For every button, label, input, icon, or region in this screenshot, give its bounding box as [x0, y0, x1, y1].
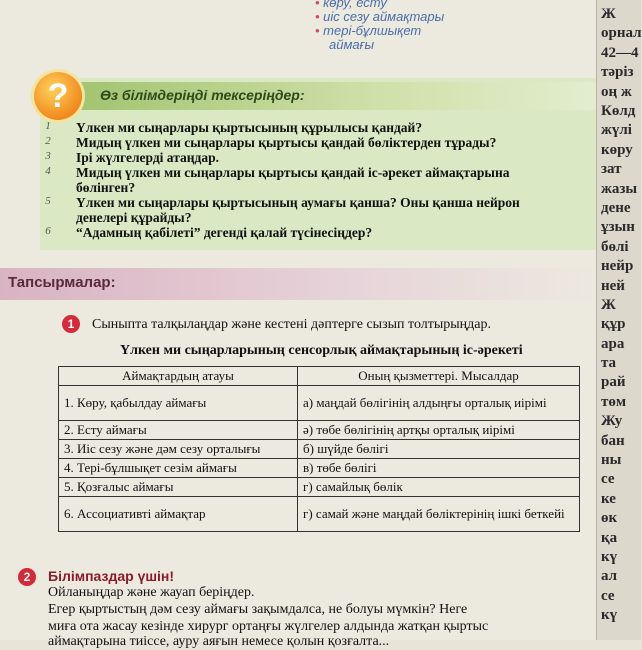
function-cell: г) самай және маңдай бөліктерінің ішкі беткейі — [298, 497, 580, 532]
question-number: 6 — [45, 225, 51, 237]
table-row — [59, 459, 580, 478]
area-name-cell: 1. Көру, қабылдау аймағы — [59, 386, 298, 421]
facing-page-text-fragment: рай — [601, 374, 626, 391]
question-row — [40, 120, 620, 135]
function-cell: г) самайлық бөлік — [298, 478, 580, 497]
facing-page-text-fragment: нейр — [601, 258, 634, 275]
facing-page-text-fragment: көру — [601, 141, 633, 158]
question-row — [40, 195, 620, 210]
task-number-badge: 1 — [62, 315, 80, 333]
area-name-cell: 6. Ассоциативті аймақтар — [59, 497, 298, 532]
area-name-cell: 4. Тері-бұлшықет сезім аймағы — [59, 459, 298, 478]
facing-page-edge — [596, 0, 641, 640]
question-text: бөлінген? — [76, 180, 136, 195]
function-cell: ә) төбе бөлігінің артқы орталық иірімі — [298, 421, 580, 440]
sensory-areas-table — [58, 366, 580, 532]
facing-page-text-fragment: ке — [601, 490, 616, 507]
facing-page-text-fragment: дене — [601, 199, 631, 216]
question-list — [40, 120, 620, 240]
facing-page-text-fragment: Ж — [601, 296, 616, 313]
facing-page-text-fragment: ал — [601, 568, 618, 585]
section-paragraph-line: Егер қыртыстың дәм сезу аймағы зақымдалса, не болуы мүмкін? Неге — [48, 602, 468, 617]
facing-page-text-fragment: тәріз — [601, 64, 634, 81]
facing-page-text-fragment: 42—4 — [601, 44, 639, 61]
section-title: Білімпаздар үшін! — [48, 568, 175, 584]
table-caption: Үлкен ми сыңарларының сенсорлық аймақтарының іс-әрекеті — [120, 343, 523, 358]
table-row — [59, 440, 580, 459]
facing-page-text-fragment: ара — [601, 335, 625, 352]
bullet-item: • тері-бұлшықет — [315, 24, 444, 38]
column-header: Оның қызметтері. Мысалдар — [298, 367, 580, 386]
question-row — [40, 225, 620, 240]
facing-page-text-fragment: құр — [601, 316, 626, 333]
question-number: 5 — [45, 195, 51, 207]
question-row — [40, 135, 620, 150]
question-text: Үлкен ми сыңарлары қыртысының құрылысы қандай? — [76, 120, 423, 135]
top-bullet-list — [315, 0, 444, 52]
question-text: “Адамның қабілеті” дегенді қалай түсінесіңдер? — [76, 225, 373, 240]
facing-page-text-fragment: қа — [601, 529, 618, 546]
facing-page-text-fragment: кү — [601, 549, 618, 566]
question-number: 2 — [45, 135, 51, 147]
facing-page-text-fragment: ней — [601, 277, 625, 294]
facing-page-text-fragment: зат — [601, 161, 622, 178]
area-name-cell: 5. Қозғалыс аймағы — [59, 478, 298, 497]
question-row — [40, 150, 620, 165]
task-instruction: Сыныпта талқылаңдар және кестені дәптерге сызып толтырыңдар. — [92, 317, 491, 332]
facing-page-text-fragment: се — [601, 587, 615, 604]
facing-page-text-fragment: жазы — [601, 180, 638, 197]
table-row — [59, 497, 580, 532]
question-text: Мидың үлкен ми сыңарлары қыртысы қандай бөліктерден тұрады? — [76, 135, 497, 150]
area-name-cell: 3. Иіс сезу және дәм сезу орталығы — [59, 440, 298, 459]
question-mark-icon: ? — [34, 72, 82, 120]
question-number: 3 — [45, 150, 51, 162]
question-number: 1 — [45, 120, 51, 132]
function-cell: в) төбе бөлігі — [298, 459, 580, 478]
facing-page-text-fragment: се — [601, 471, 615, 488]
question-text: денелері құрайды? — [76, 210, 192, 225]
self-check-title: Өз білімдеріңді тексеріңдер: — [100, 87, 305, 103]
section-number-badge: 2 — [18, 568, 36, 586]
facing-page-text-fragment: бан — [601, 432, 625, 449]
section-paragraph-line: миға ота жасау кезінде хирург ортаңғы жүлгелер алдында жатқан қыртыс — [48, 619, 489, 634]
bullet-item: • көру, есту — [315, 0, 444, 10]
function-cell: б) шүйде бөлігі — [298, 440, 580, 459]
tasks-title: Тапсырмалар: — [8, 274, 116, 291]
table-row — [59, 421, 580, 440]
facing-page-text-fragment: Ж — [601, 6, 616, 22]
facing-page-text-fragment: ны — [601, 452, 622, 469]
function-cell: а) маңдай бөлігінің алдыңғы орталық иірімі — [298, 386, 580, 421]
facing-page-text-fragment: Көлд — [601, 102, 636, 119]
question-row-continued — [40, 180, 620, 195]
facing-page-text-fragment: бөлі — [601, 238, 629, 255]
table-row — [59, 478, 580, 497]
bullet-item: • иіс сезу аймақтары — [315, 10, 444, 24]
column-header: Аймақтардың атауы — [59, 367, 298, 386]
facing-page-text-fragment: орнал — [601, 25, 642, 42]
area-name-cell: 2. Есту аймағы — [59, 421, 298, 440]
facing-page-text-fragment: жүлі — [601, 122, 632, 139]
question-text: Ірі жүлгелерді атаңдар. — [76, 150, 219, 165]
facing-page-text-fragment: оң ж — [601, 83, 632, 100]
facing-page-text-fragment: төм — [601, 393, 627, 410]
section-paragraph-line: аймақтарына тиіссе, ауру аяғын немесе қолын қозғалта... — [48, 634, 390, 649]
question-text: Мидың үлкен ми сыңарлары қыртысы қандай іс-әрекет аймақтарына — [76, 165, 510, 180]
facing-page-text-fragment: өк — [601, 510, 618, 527]
table-header-row — [59, 367, 580, 386]
question-text: Үлкен ми сыңарлары қыртысының аумағы қанша? Оны қанша нейрон — [76, 195, 520, 210]
section-subtitle: Ойланыңдар және жауап беріңдер. — [48, 585, 255, 600]
facing-page-text-fragment: Жу — [601, 413, 623, 430]
facing-page-text-fragment: ұзын — [601, 219, 635, 236]
question-row-continued — [40, 210, 620, 225]
bullet-item-continued: аймағы — [329, 37, 375, 52]
question-row — [40, 165, 620, 180]
facing-page-text-fragment: кү — [601, 607, 618, 624]
table-row — [59, 386, 580, 421]
facing-page-text-fragment: та — [601, 355, 617, 372]
question-number: 4 — [45, 165, 51, 177]
